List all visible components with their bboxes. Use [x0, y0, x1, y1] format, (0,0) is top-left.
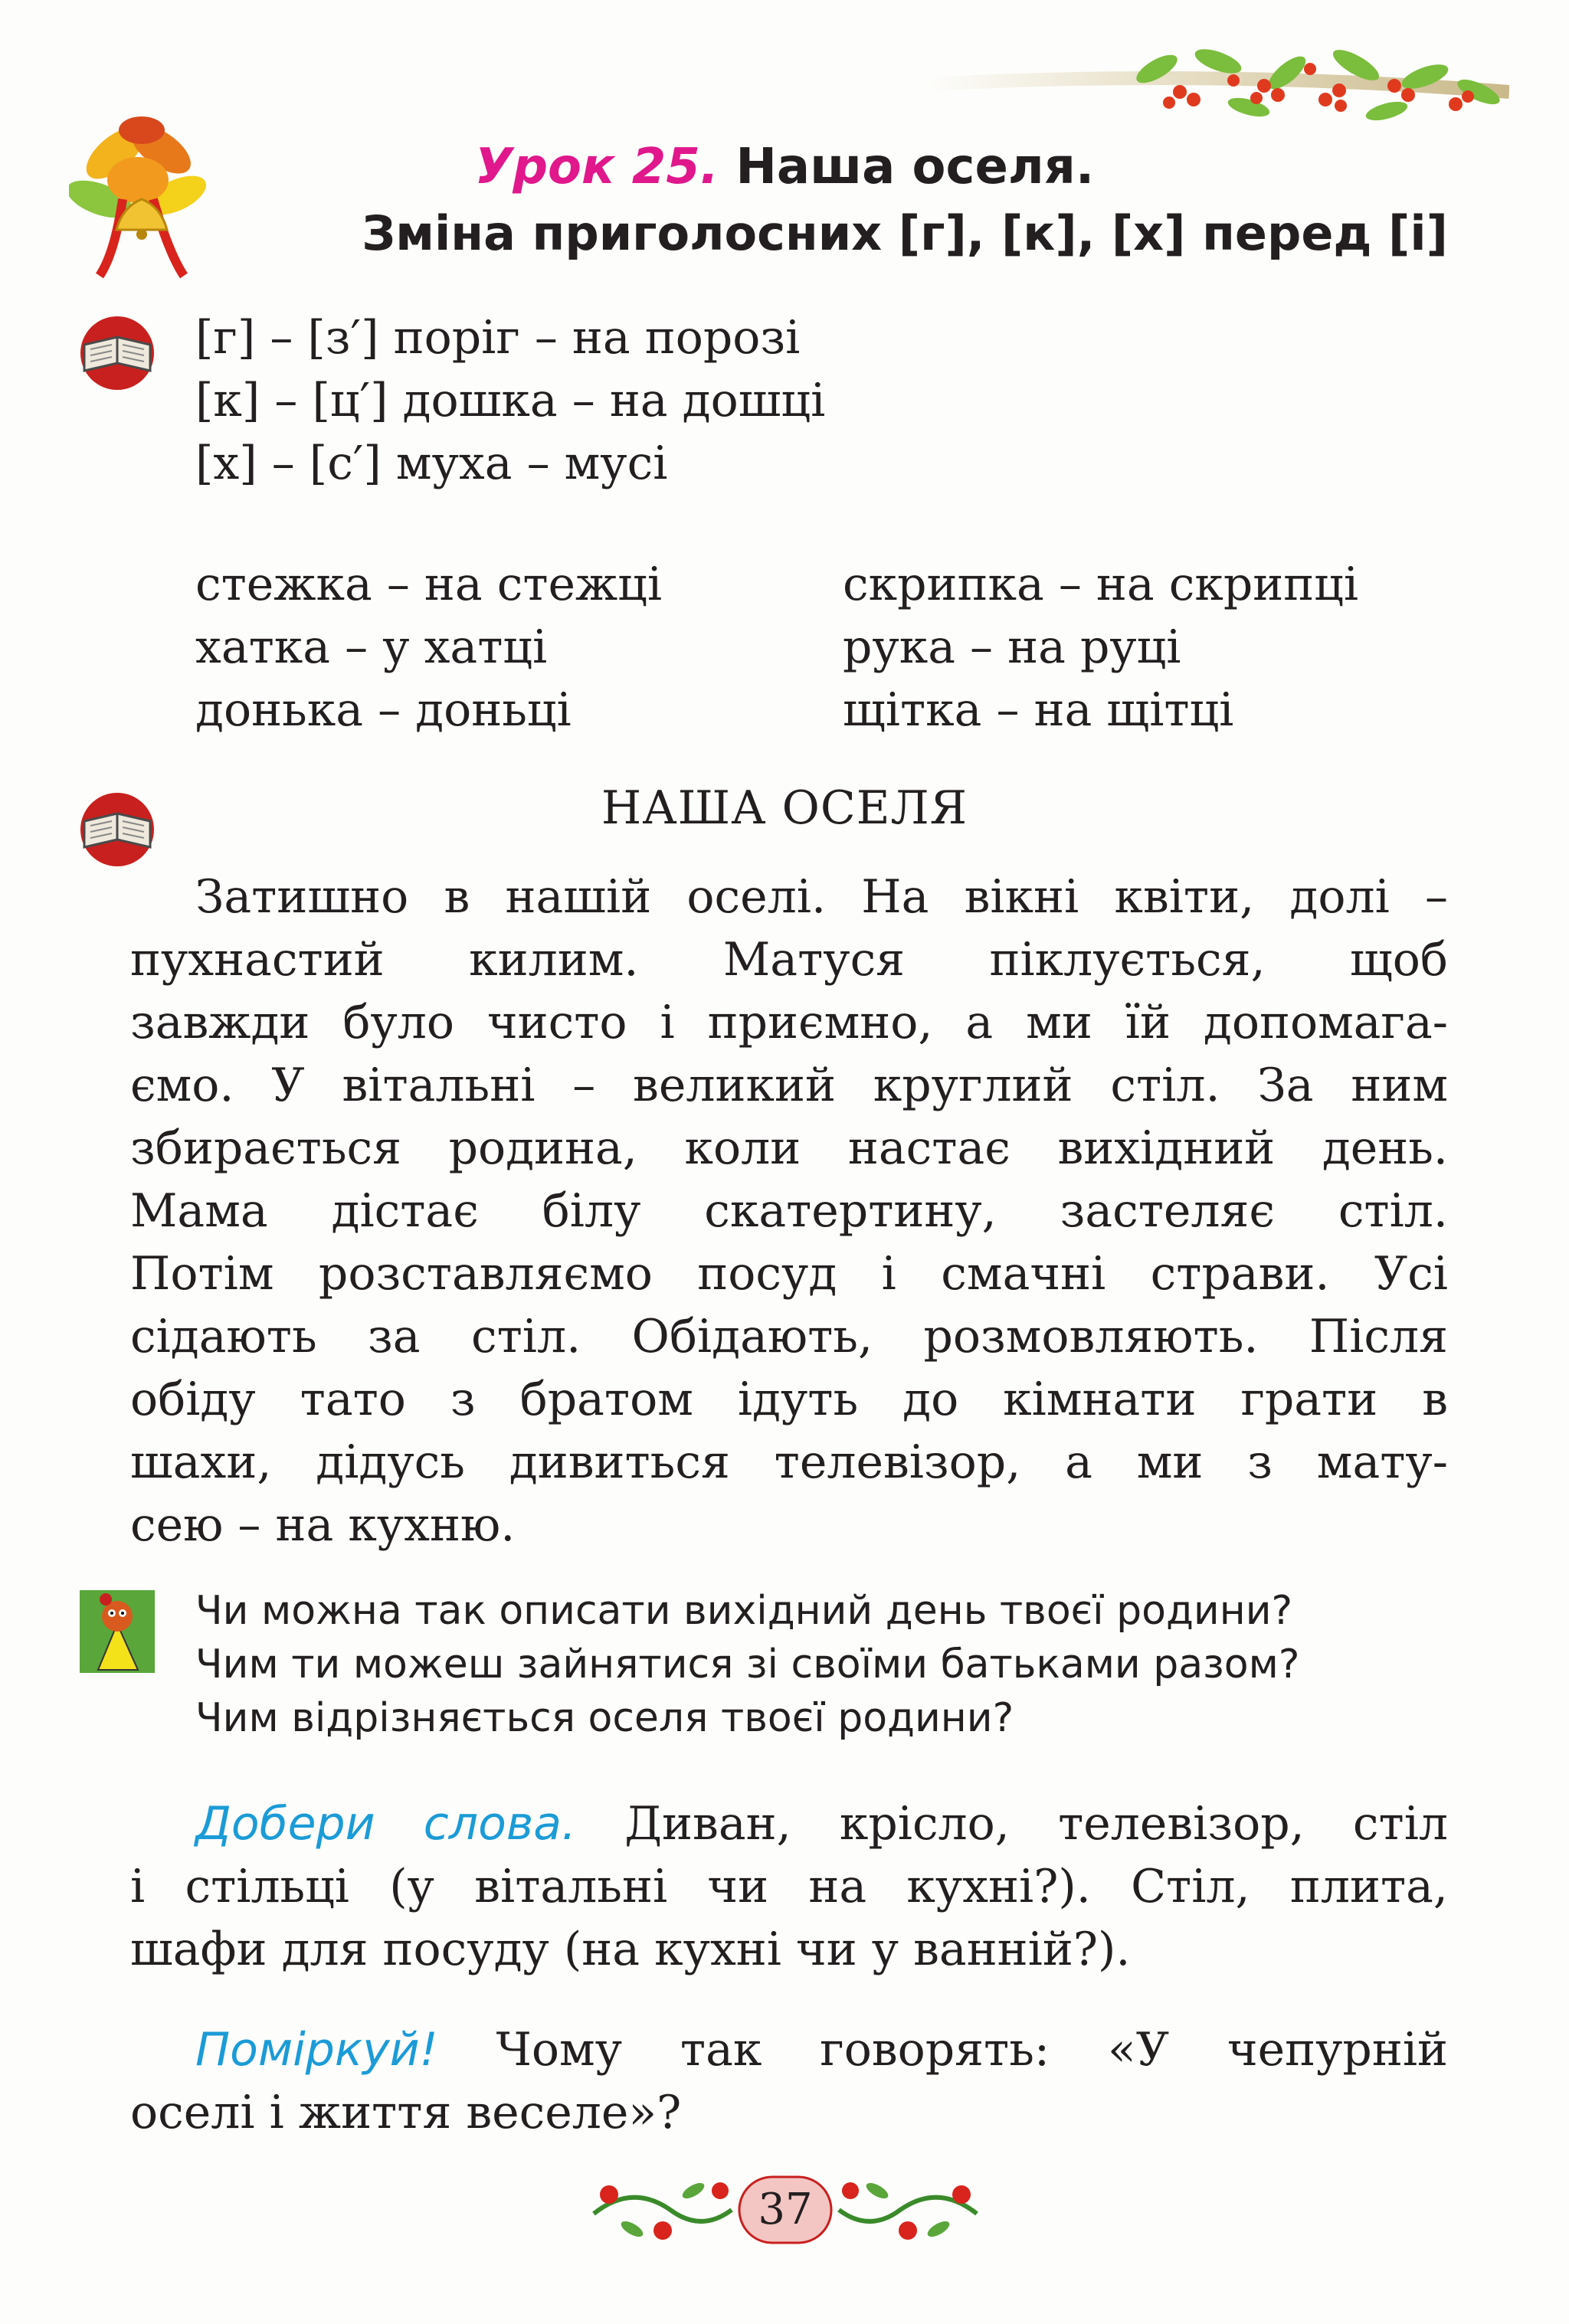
task-cue: Добери слова. [195, 1797, 577, 1851]
rule-line: [г] – [з′] поріг – на порозі [195, 311, 801, 365]
open-book-icon [75, 311, 159, 395]
lesson-title [0, 138, 1569, 195]
lesson-number: Урок 25. [474, 139, 719, 195]
word-pair: стежка – на стежці [195, 558, 663, 611]
story-line: сідають за стіл. Обідають, розмовляють. Після [130, 1310, 1448, 1363]
story-line: Затишно в нашій оселі. На вікні квіти, долі – [195, 870, 1448, 924]
rule-line: [х] – [с′] муха – мусі [195, 437, 668, 490]
story-line: шахи, дідусь дивиться телевізор, а ми з мату- [130, 1435, 1448, 1489]
task-text: Диван, крісло, телевізор, стіл [624, 1797, 1449, 1851]
question-line: Чи можна так описати вихідний день твоєї родини? [195, 1588, 1293, 1634]
task-text: Чому так говорять: «У чепурній [496, 2023, 1448, 2077]
question-line: Чим ти можеш зайнятися зі своїми батьками разом? [195, 1642, 1300, 1687]
word-pairs-right-column [843, 553, 1358, 741]
lesson-subtitle: Зміна приголосних [г], [к], [х] перед [і] [362, 205, 1448, 261]
task-line [130, 2018, 1448, 2081]
autumn-bouquet-bell-illustration [69, 107, 215, 283]
task-choose-words [130, 1792, 1448, 1981]
story-line: обіду тато з братом ідуть до кімнати грати в [130, 1373, 1448, 1426]
story-line: ємо. У вітальні – великий круглий стіл. За ним [130, 1059, 1448, 1112]
task-cue: Поміркуй! [195, 2023, 438, 2077]
story-title: НАША ОСЕЛЯ [601, 781, 968, 835]
word-pair: хатка – у хатці [195, 620, 548, 674]
story-text [130, 866, 1448, 1556]
discussion-questions [195, 1584, 1299, 1745]
rowan-garland-illustration [927, 38, 1509, 130]
owl-teacher-icon [75, 1586, 159, 1678]
word-pair: щітка – на щітці [843, 683, 1234, 737]
task-line: оселі і життя веселе»? [130, 2086, 682, 2139]
sound-change-rules [195, 306, 825, 495]
word-pairs-left-column [195, 553, 662, 741]
story-line: Потім розставляємо посуд і смачні страви. Усі [130, 1247, 1448, 1301]
word-pair: рука – на руці [843, 620, 1181, 674]
story-line: завжди було чисто і приємно, а ми їй допомага- [130, 996, 1448, 1049]
story-line: пухнастий килим. Матуся піклується, щоб [130, 933, 1448, 987]
task-think [130, 2018, 1448, 2144]
story-line: сею – на кухню. [130, 1498, 516, 1552]
word-pair: скрипка – на скрипці [843, 558, 1359, 611]
question-line: Чим відрізняється оселя твоєї родини? [195, 1695, 1014, 1741]
task-line [130, 1792, 1448, 1855]
story-line: збирається родина, коли настає вихідний день. [130, 1121, 1448, 1175]
task-line: шафи для посуду (на кухні чи у ванній?). [130, 1923, 1131, 1976]
lesson-name: Наша оселя. [735, 139, 1095, 195]
story-line: Мама дістає білу скатертину, застеляє стіл. [130, 1184, 1448, 1238]
page-number: 37 [758, 2185, 813, 2234]
word-pair: донька – доньці [195, 683, 572, 737]
task-line: і стільці (у вітальні чи на кухні?). Стіл, плита, [130, 1860, 1448, 1913]
rule-line: [к] – [ц′] дошка – на дошці [195, 374, 826, 427]
